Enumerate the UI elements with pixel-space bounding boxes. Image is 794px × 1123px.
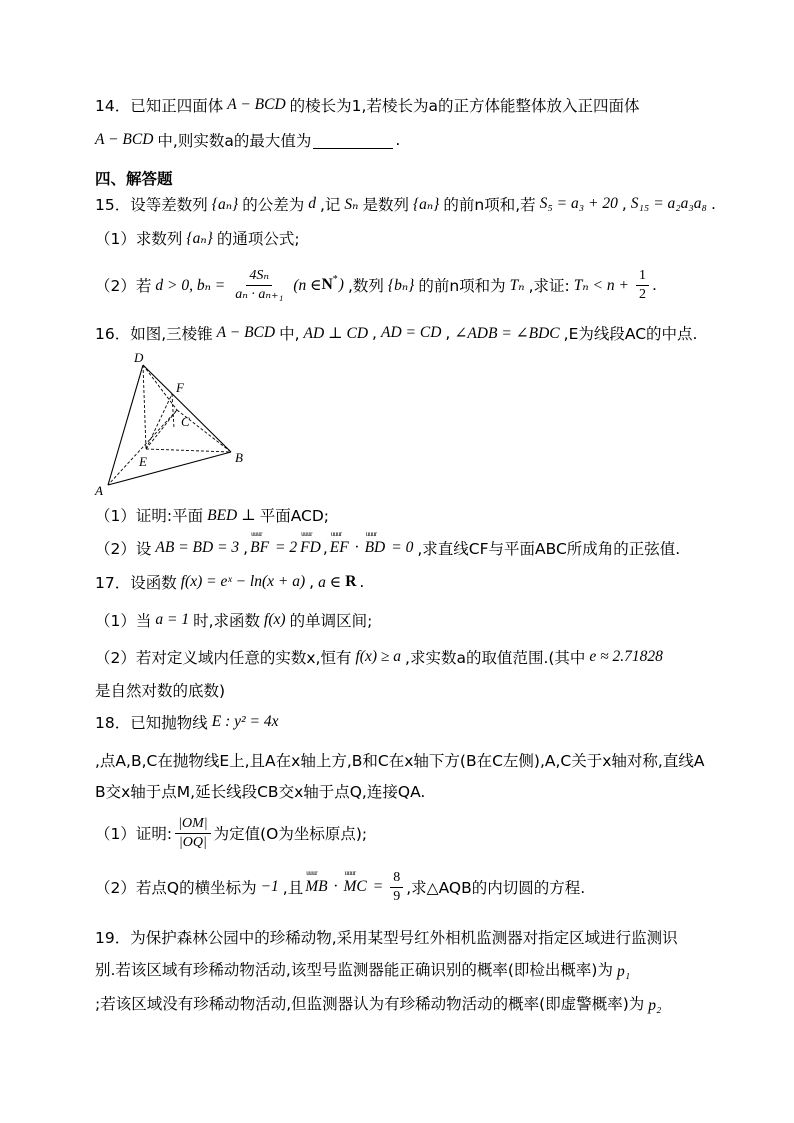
vector-letters: FD <box>300 539 321 556</box>
tetrahedron-figure <box>90 350 250 500</box>
q14-number: 14． <box>95 97 131 115</box>
q18-text: ,点A,B,C在抛物线E上,且A在x轴上方,B和C在x轴下方(B在C左侧),A,C关于x轴对称,直线A <box>95 752 705 770</box>
q17-part-2 <box>95 646 667 668</box>
vector-arrow-mark: uuur <box>301 530 312 538</box>
q15-part-1 <box>95 227 300 249</box>
q15-part1-text: 求数列 <box>135 230 183 248</box>
edge-db <box>143 365 231 452</box>
part-label: （1） <box>95 612 136 630</box>
q15-math: S₁₅ = a₂a₃a₈ <box>630 195 707 212</box>
q16-math: AD ⊥ CD <box>303 324 369 342</box>
q18-line-2 <box>95 749 704 771</box>
q17-part2-text: ,求实数a的取值范围.(其中 <box>405 649 586 667</box>
q15-part1-math: {aₙ} <box>186 229 213 247</box>
q16-part2-math: = 2 <box>275 539 298 556</box>
q19-line-2 <box>95 958 634 980</box>
q15-text: 是数列 <box>362 196 409 214</box>
part-label: （1） <box>95 230 136 248</box>
q15-part2-text: . <box>651 276 657 294</box>
vector-letters: EF <box>329 539 349 556</box>
q15-part2-math: {bₙ} <box>387 276 415 294</box>
vector-bd <box>364 530 386 557</box>
answer-blank <box>313 132 393 149</box>
vector-letters: MC <box>343 878 367 895</box>
q17-math: a ∈ <box>318 573 342 591</box>
q15-text: , <box>621 195 627 213</box>
q16-line-1 <box>95 322 697 344</box>
q15-part2-text: 若 <box>135 277 152 295</box>
vector-arrow-mark: uuur <box>365 530 377 538</box>
q17-part2-text: 是自然对数的底数) <box>95 682 226 700</box>
q18-line-3 <box>95 780 425 802</box>
q19-text: 别.若该区域有珍稀动物活动,该型号监测器能正确识别的概率(即检出概率)为 <box>95 961 613 979</box>
q17-part2-text: 若对定义域内任意的实数x,恒有 <box>135 649 352 667</box>
vector-letters: MB <box>305 878 328 895</box>
part-label: （2） <box>95 649 136 667</box>
q18-number: 18． <box>95 714 131 732</box>
q16-part2-text: , <box>322 539 328 557</box>
part-label: （2） <box>95 540 136 558</box>
fraction-om-over-oq <box>175 815 210 851</box>
q17-part1-math: a = 1 <box>155 611 190 628</box>
fraction-numerator: |OM| <box>175 815 210 834</box>
q18-math: E : y² = 4x <box>211 713 279 730</box>
q16-part1-text: 证明:平面 <box>135 507 204 525</box>
q17-part1-text: 时,求函数 <box>193 612 261 630</box>
q15-part2-math: (n ∈ <box>293 276 322 294</box>
q16-text: ,E为线段AC的中点. <box>563 325 698 343</box>
q17-text: 设函数 <box>130 574 177 592</box>
vertex-label-d: D <box>134 350 144 365</box>
q14-text: 中,则实数a的最大值为 <box>157 132 312 150</box>
q14-text: 的棱长为1,若棱长为a的正方体能整体放入正四面体 <box>289 97 640 115</box>
q16-math: AD = CD <box>380 324 442 341</box>
q18-text: B交x轴于点M,延长线段CB交x轴于点Q,连接QA. <box>95 783 426 801</box>
q15-part-2 <box>95 267 657 303</box>
q17-part1-text: 的单调区间; <box>289 612 373 630</box>
vector-arrow-mark: uuur <box>251 530 262 538</box>
vector-letters: BF <box>250 539 270 556</box>
q14-math: A − BCD <box>95 131 154 148</box>
q16-part2-text: 设 <box>135 540 152 558</box>
q15-part2-text: 的前n项和为 <box>418 277 506 295</box>
q16-part-1 <box>95 504 329 526</box>
q18-part-1 <box>95 812 367 854</box>
part-label: （2） <box>95 277 136 295</box>
q17-part1-text: 当 <box>135 612 152 630</box>
q16-part2-math: AB = BD = 3 <box>155 539 240 556</box>
q14-text: . <box>395 131 401 149</box>
q17-part2-math: f(x) ≥ a <box>355 648 402 665</box>
q15-text: 的公差为 <box>242 196 305 214</box>
q18-part2-math: −1 <box>260 878 279 895</box>
vertex-label-c: C <box>181 414 190 429</box>
q16-text: , <box>445 324 451 342</box>
q17-line-1 <box>95 571 364 593</box>
q15-math: S₅ = a₃ + 20 <box>539 195 618 212</box>
vertex-label-f: F <box>176 380 184 395</box>
q17-text: , <box>309 573 315 591</box>
vector-arrow-mark: uuur <box>306 869 318 877</box>
fraction-one-half <box>636 267 649 303</box>
q19-line-3 <box>95 992 665 1014</box>
fraction-eight-ninths <box>390 869 403 905</box>
q17-part-1 <box>95 609 372 631</box>
part-label: （1） <box>95 825 136 843</box>
q15-math: Sₙ <box>344 195 359 213</box>
q18-part2-math: · <box>333 878 338 895</box>
q16-math: A − BCD <box>216 324 276 341</box>
q15-part2-text: ,求证: <box>528 277 570 295</box>
vertex-label-e: E <box>139 454 147 469</box>
q19-number: 19． <box>95 929 131 947</box>
fraction-denominator: aₙ · aₙ₊₁ <box>235 286 284 302</box>
q18-line-1 <box>95 711 283 733</box>
vector-fd <box>300 530 321 557</box>
q17-math: f(x) = eˣ − ln(x + a) <box>180 573 306 590</box>
segment-fc <box>172 394 174 428</box>
q16-text: , <box>372 324 377 342</box>
vector-mb <box>305 869 328 896</box>
q14-line-1 <box>95 94 639 116</box>
q15-math: {aₙ} <box>211 195 239 213</box>
superscript-star: * <box>332 273 338 285</box>
vector-bf <box>250 530 270 557</box>
edge-ab <box>108 452 231 485</box>
fraction-b-n <box>232 267 286 303</box>
segment-de <box>143 365 146 449</box>
q17-part2-math: e ≈ 2.71828 <box>589 648 663 665</box>
q15-part1-text: 的通项公式; <box>216 230 300 248</box>
q15-part2-math: ) <box>338 276 344 293</box>
fraction-numerator: 1 <box>636 267 649 286</box>
fraction-denominator: |OQ| <box>178 834 207 850</box>
q15-math: {aₙ} <box>412 195 440 213</box>
q15-part2-text: ,数列 <box>347 277 384 295</box>
edge-dc <box>143 365 177 410</box>
q14-text: 已知正四面体 <box>130 97 224 115</box>
edge-ca <box>108 410 177 485</box>
q19-text: 为保护森林公园中的珍稀动物,采用某型号红外相机监测器对指定区域进行监测识 <box>130 929 678 947</box>
vector-ef <box>329 530 349 557</box>
q14-line-2 <box>95 129 400 151</box>
q15-number: 15． <box>95 196 131 214</box>
section-title-text: 四、解答题 <box>95 170 173 188</box>
q15-part2-math: Tₙ < n + <box>573 276 629 294</box>
q18-part-2 <box>95 867 585 907</box>
q16-part-2 <box>95 530 681 559</box>
q16-part2-text: , <box>243 539 249 557</box>
q15-text: 设等差数列 <box>130 196 208 214</box>
q16-part2-math: = 0 <box>391 539 414 556</box>
fraction-denominator: 2 <box>638 286 646 302</box>
q18-part2-text: ,求△AQB的内切圆的方程. <box>406 879 586 897</box>
q16-number: 16． <box>95 325 131 343</box>
q16-part1-text: 平面ACD; <box>259 507 330 525</box>
fraction-numerator: 4Sₙ <box>246 267 272 286</box>
q15-text: 的前n项和,若 <box>443 196 536 214</box>
section-title <box>95 167 173 189</box>
segment-eb <box>146 449 231 452</box>
q15-text: . <box>710 195 716 213</box>
natural-numbers-symbol: N <box>321 276 333 293</box>
q17-part1-math: f(x) <box>264 611 286 628</box>
q18-part2-math: = <box>372 878 384 895</box>
q16-part2-math: · <box>354 539 359 556</box>
q16-text: 如图,三棱锥 <box>130 325 213 343</box>
vector-arrow-mark: uuur <box>330 530 342 538</box>
q19-line-1 <box>95 926 678 948</box>
fraction-numerator: 8 <box>390 869 403 888</box>
vertex-label-a: A <box>95 483 103 498</box>
q15-part2-math: Tₙ <box>509 276 525 294</box>
vector-letters: BD <box>364 539 386 556</box>
q15-math: d <box>308 195 316 212</box>
q15-line-1 <box>95 193 716 215</box>
q17-part-2-continued <box>95 679 225 701</box>
vector-mc <box>343 869 367 896</box>
q19-text: ;若该区域没有珍稀动物活动,但监测器认为有珍稀动物活动的概率(即虚警概率)为 <box>95 995 645 1013</box>
vertex-label-b: B <box>235 450 243 465</box>
q17-number: 17． <box>95 574 131 592</box>
q16-part2-text: ,求直线CF与平面ABC所成角的正弦值. <box>417 540 681 558</box>
q18-part1-text: 为定值(O为坐标原点); <box>213 825 368 843</box>
q14-math: A − BCD <box>227 96 286 113</box>
q16-text: 中, <box>279 325 300 343</box>
q16-math: ∠ADB = ∠BDC <box>454 324 560 342</box>
q17-text: . <box>359 573 365 591</box>
q19-math-p1: p₁ <box>616 963 631 980</box>
q16-part1-math: BED ⊥ <box>207 506 256 524</box>
q18-part2-text: 若点Q的横坐标为 <box>135 879 257 897</box>
edge-da <box>108 365 143 485</box>
q18-part1-text: 证明: <box>135 825 173 843</box>
vector-arrow-mark: uuur <box>344 869 356 877</box>
q15-text: ,记 <box>319 196 341 214</box>
fraction-denominator: 9 <box>393 888 401 904</box>
real-numbers-symbol: R <box>345 573 357 590</box>
part-label: （2） <box>95 879 136 897</box>
q18-text: 已知抛物线 <box>130 714 208 732</box>
q15-part2-math: d > 0, bₙ = <box>155 276 226 294</box>
q18-part2-text: ,且 <box>282 879 304 897</box>
part-label: （1） <box>95 507 136 525</box>
q19-math-p2: p₂ <box>648 997 662 1014</box>
